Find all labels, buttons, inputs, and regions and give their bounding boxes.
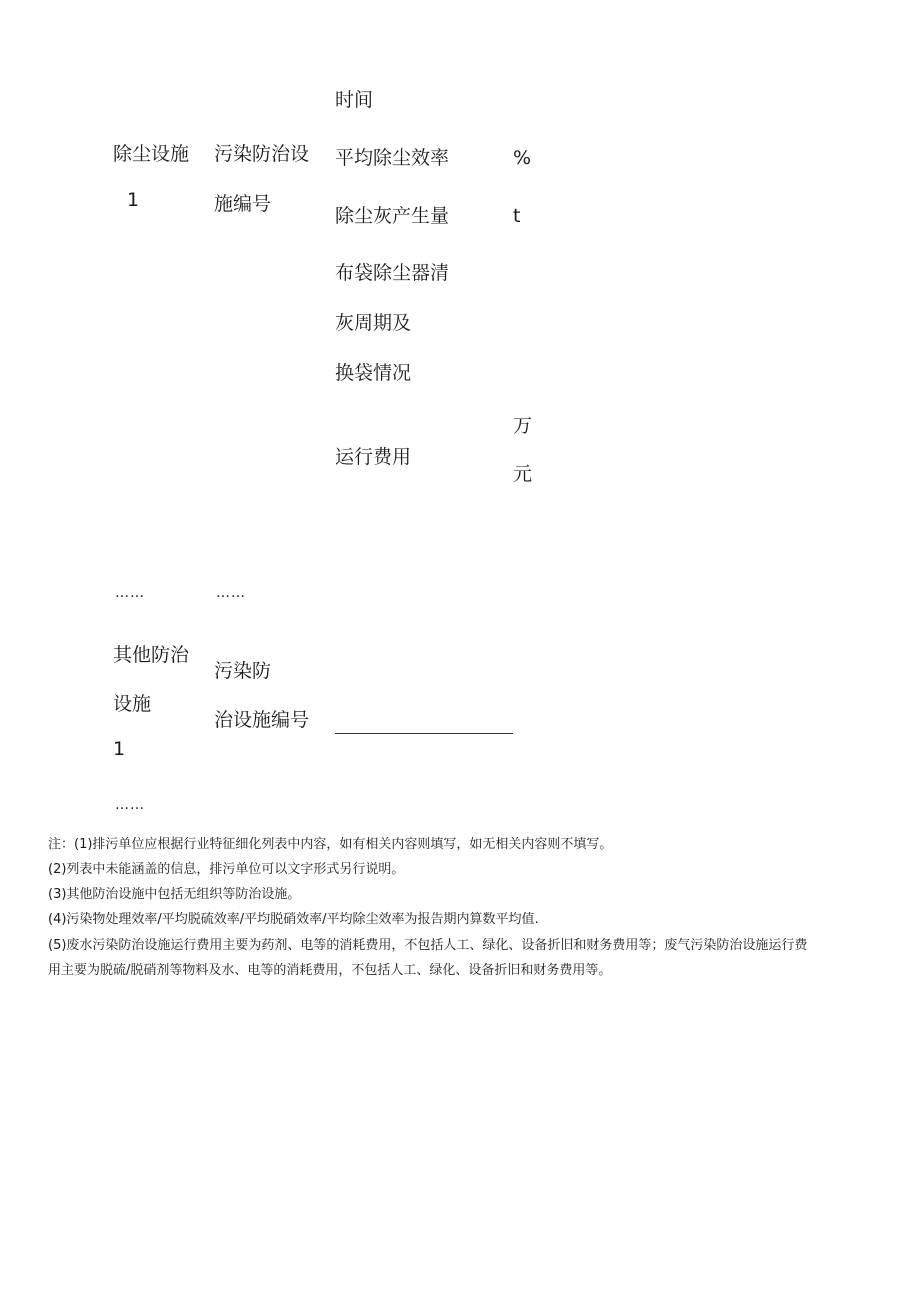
facility-code-label-2: 施编号 (214, 193, 272, 215)
item-label: 除尘灰产生量 (335, 205, 450, 227)
bag-cleaning-label-3: 换袋情况 (335, 362, 412, 384)
other-category-label: 其他防治 (113, 644, 190, 666)
note-line: (3)其他防治设施中包括无组织等防治设施。 (48, 887, 301, 902)
cost-unit: 万 (513, 415, 533, 437)
other-category-label-2: 设施 (113, 693, 152, 715)
note-line: 用主要为脱硫/脱硝剂等物料及水、电等的消耗费用，不包括人工、绿化、设备折旧和财务费用等。 (48, 963, 612, 978)
time-label: 时间 (335, 89, 374, 111)
ellipsis: …… (115, 797, 145, 813)
item-unit: t (513, 205, 521, 227)
item-unit: % (513, 147, 532, 169)
other-code-label: 污染防 (214, 660, 272, 682)
blank-line (335, 733, 513, 734)
other-code-label-2: 治设施编号 (214, 709, 310, 731)
cost-label: 运行费用 (335, 446, 412, 468)
category-number: 1 (127, 189, 140, 211)
note-line: (4)污染物处理效率/平均脱硫效率/平均脱硝效率/平均除尘效率为报告期内算数平均值. (48, 912, 539, 927)
other-category-number: 1 (113, 738, 126, 760)
note-line: (5)废水污染防治设施运行费用主要为药剂、电等的消耗费用，不包括人工、绿化、设备折旧和财务费用等；废气污染防治设施运行费 (48, 938, 808, 953)
ellipsis: …… (115, 585, 145, 601)
note-line: (2)列表中未能涵盖的信息，排污单位可以文字形式另行说明。 (48, 862, 405, 877)
bag-cleaning-label-2: 灰周期及 (335, 312, 412, 334)
cost-unit-2: 元 (513, 463, 533, 485)
item-label: 平均除尘效率 (335, 147, 450, 169)
category-label: 除尘设施 (113, 143, 190, 165)
ellipsis: …… (216, 585, 246, 601)
facility-code-label: 污染防治设 (214, 143, 310, 165)
note-line: 注：(1)排污单位应根据行业特征细化列表中内容，如有相关内容则填写，如无相关内容则不填写。 (48, 837, 613, 852)
bag-cleaning-label: 布袋除尘器清 (335, 262, 450, 284)
